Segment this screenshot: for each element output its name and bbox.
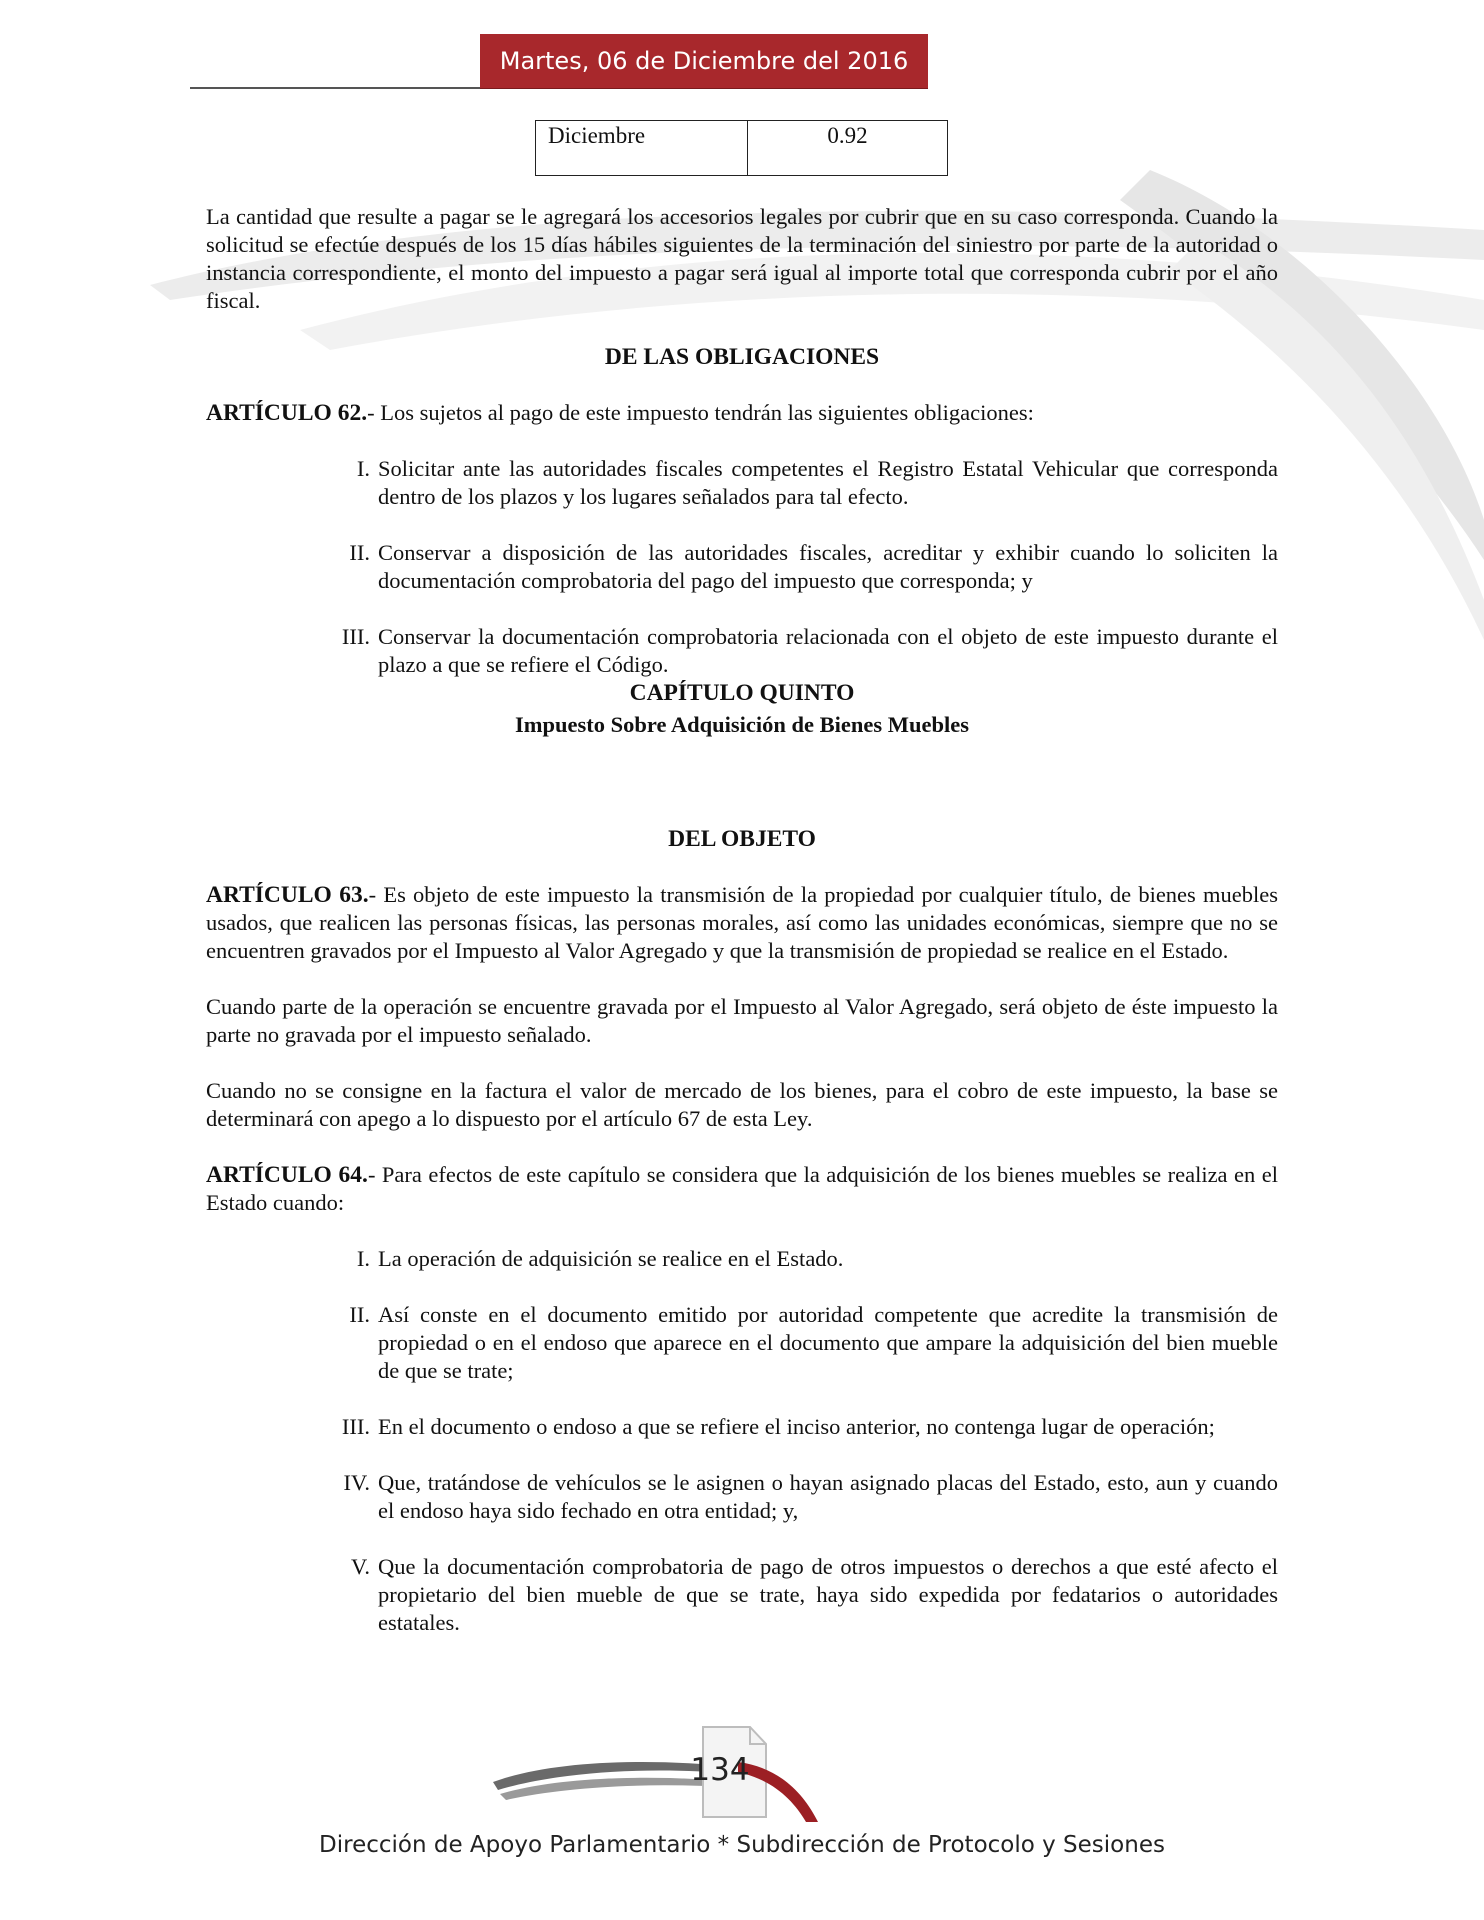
article-64-label: ARTÍCULO 64. <box>206 1162 368 1188</box>
list-item-text: En el documento o endoso a que se refiere el inciso anterior, no contenga lugar de operación; <box>378 1414 1215 1439</box>
list-item-number: V. <box>351 1554 370 1579</box>
paragraph-cantidad: La cantidad que resulte a pagar se le agregará los accesorios legales por cubrir que en su caso corresponda. Cuando la solicitud se efectúe después de los 15 días hábiles siguientes de la terminación del siniestro por parte de la autoridad o instancia correspondiente, el monto del impuesto a pagar será igual al importe total que corresponda cubrir por el año fiscal. <box>206 204 1278 313</box>
table-cell-value: 0.92 <box>748 121 948 176</box>
header-date-banner <box>480 34 928 88</box>
paragraph-factura: Cuando no se consigne en la factura el valor de mercado de los bienes, para el cobro de este impuesto, la base se determinará con apego a lo dispuesto por el artículo 67 de esta Ley. <box>206 1078 1278 1131</box>
document-body <box>206 203 1278 1637</box>
heading-obligaciones: DE LAS OBLIGACIONES <box>604 344 880 370</box>
list-item-text: Solicitar ante las autoridades fiscales competentes el Registro Estatal Vehicular que corresponda dentro de los plazos y los lugares señalados para tal efecto. <box>378 456 1278 509</box>
list-item <box>206 539 1278 595</box>
article-63-label: ARTÍCULO 63. <box>206 882 369 908</box>
list-item <box>206 1553 1278 1637</box>
list-item-number: III. <box>341 1414 370 1439</box>
list-item-number: II. <box>349 1302 370 1327</box>
list-item <box>206 455 1278 511</box>
heading-objeto: DEL OBJETO <box>668 826 816 852</box>
article-64 <box>206 1161 1278 1217</box>
article-64-text: - Para efectos de este capítulo se considera que la adquisición de los bienes muebles se realiza en el Estado cuando: <box>206 1162 1278 1215</box>
list-item-number: IV. <box>343 1470 370 1495</box>
list-item-text: Conservar a disposición de las autoridades fiscales, acreditar y exhibir cuando lo soliciten la documentación comprobatoria del pago del impuesto que corresponda; y <box>378 540 1278 593</box>
list-item <box>206 1413 1278 1441</box>
list-item-number: II. <box>349 540 370 565</box>
article-62-text: - Los sujetos al pago de este impuesto tendrán las siguientes obligaciones: <box>367 400 1034 425</box>
list-item <box>206 1301 1278 1385</box>
footer-text: Dirección de Apoyo Parlamentario * Subdirección de Protocolo y Sesiones <box>319 1832 1165 1858</box>
heading-impuesto: Impuesto Sobre Adquisición de Bienes Muebles <box>514 712 970 737</box>
list-item-text: Conservar la documentación comprobatoria relacionada con el objeto de este impuesto durante el plazo a que se refiere el Código. <box>378 624 1278 677</box>
list-item-text: Que, tratándose de vehículos se le asignen o hayan asignado placas del Estado, esto, aun y cuando el endoso haya sido fechado en otra entidad; y, <box>378 1470 1278 1523</box>
article-62 <box>206 399 1278 427</box>
page-number: 134 <box>690 1752 750 1788</box>
article-64-list <box>206 1245 1278 1637</box>
table-cell-month: Diciembre <box>536 121 748 176</box>
list-item-number: I. <box>356 456 370 481</box>
header-date: Martes, 06 de Diciembre del 2016 <box>499 47 909 75</box>
list-item-text: Que la documentación comprobatoria de pago de otros impuestos o derechos a que esté afecto el propietario del bien mueble de que se trate, haya sido expedida por fedatarios o autoridades estatales. <box>378 1554 1278 1635</box>
paragraph-parte: Cuando parte de la operación se encuentre gravada por el Impuesto al Valor Agregado, será objeto de éste impuesto la parte no gravada por el impuesto señalado. <box>206 994 1278 1047</box>
list-item <box>206 623 1278 679</box>
list-item-number: III. <box>341 624 370 649</box>
heading-capitulo: CAPÍTULO QUINTO <box>629 680 855 706</box>
month-rate-table <box>535 120 948 176</box>
table-row <box>536 121 948 176</box>
article-63 <box>206 881 1278 965</box>
article-63-text: - Es objeto de este impuesto la transmisión de la propiedad por cualquier título, de bienes muebles usados, que realicen las personas físicas, las personas morales, así como las unidades económicas, siempre que no se encuentren gravados por el Impuesto al Valor Agregado y que la transmisión de propiedad se realice en el Estado. <box>206 882 1278 963</box>
list-item-text: La operación de adquisición se realice en el Estado. <box>378 1246 844 1271</box>
list-item-number: I. <box>356 1246 370 1271</box>
list-item <box>206 1245 1278 1273</box>
list-item-text: Así conste en el documento emitido por autoridad competente que acredite la transmisión de propiedad o en el endoso que aparece en el documento que ampare la adquisición del bien mueble de que se trate; <box>378 1302 1278 1383</box>
list-item <box>206 1469 1278 1525</box>
article-62-list <box>206 455 1278 679</box>
article-62-label: ARTÍCULO 62. <box>206 400 368 426</box>
